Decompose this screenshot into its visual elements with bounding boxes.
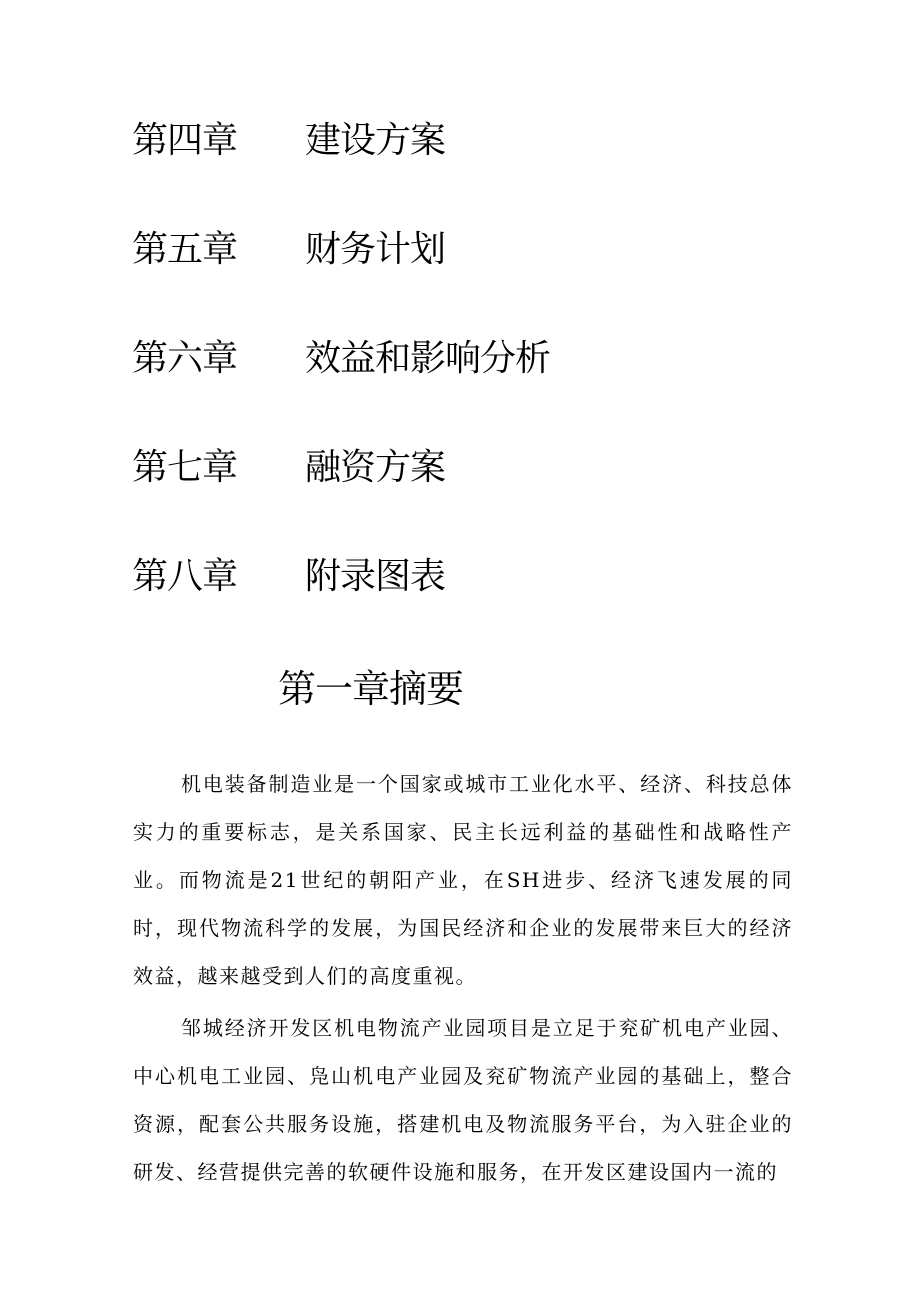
toc-item-chapter-4 [132, 110, 550, 164]
body-paragraph: 机电装备制造业是一个国家或城市工业化水平、经济、科技总体实力的重要标志，是关系国家、民主长远利益的基础性和战略性产业。而物流是21世纪的朝阳产业，在SH进步、经济飞速发展的同时，现代物流科学的发展，为国民经济和企业的发展带来巨大的经济效益，越来越受到人们的高度重视。 [133, 772, 793, 988]
toc-chapter-number: 第四章 [132, 119, 238, 161]
toc-chapter-title: 建设方案 [305, 119, 446, 161]
toc-chapter-title: 效益和影响分析 [305, 337, 551, 379]
toc-item-chapter-7 [132, 437, 550, 491]
toc-chapter-number: 第五章 [132, 228, 238, 270]
toc-chapter-title: 附录图表 [305, 555, 446, 597]
table-of-contents [132, 110, 550, 655]
toc-item-chapter-5 [132, 219, 550, 273]
toc-item-chapter-6 [132, 328, 550, 382]
toc-chapter-number: 第七章 [132, 446, 238, 488]
toc-chapter-title: 融资方案 [305, 446, 446, 488]
chapter-heading: 第一章摘要 [278, 667, 464, 711]
toc-chapter-title: 财务计划 [305, 228, 446, 270]
chapter-body [133, 760, 793, 1200]
body-paragraph: 邹城经济开发区机电物流产业园项目是立足于兖矿机电产业园、中心机电工业园、凫山机电产业园及兖矿物流产业园的基础上，整合资源，配套公共服务设施，搭建机电及物流服务平台，为入驻企业的研发、经营提供完善的软硬件设施和服务，在开发区建设国内一流的 [133, 1016, 793, 1184]
toc-item-chapter-8 [132, 546, 550, 600]
toc-chapter-number: 第六章 [132, 337, 238, 379]
toc-chapter-number: 第八章 [132, 555, 238, 597]
